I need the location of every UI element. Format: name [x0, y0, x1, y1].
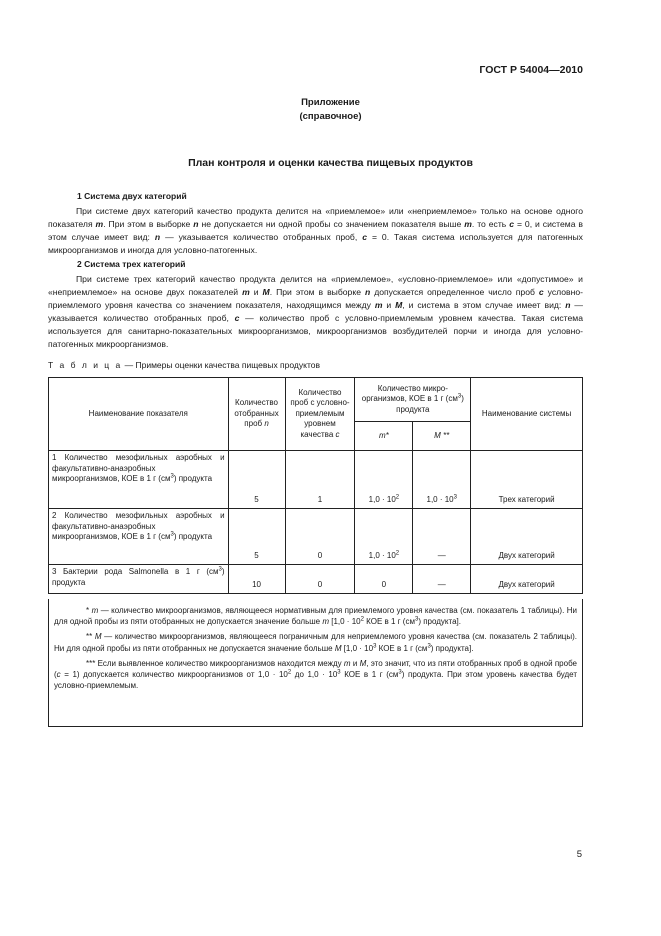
row-M-value: —	[413, 509, 471, 565]
row-M-value: $1,0 \cdot 10^3$	[413, 451, 471, 509]
table-row	[49, 451, 583, 509]
section-1-heading: 1 Система двух категорий	[77, 191, 187, 201]
page-title: План контроля и оценки качества пищевых продуктов	[188, 157, 473, 169]
quality-table	[48, 377, 583, 594]
header-indicator-name: Наименование показателя	[49, 378, 229, 451]
row-indicator: 2 Количество мезофильных аэробных и факультативно-анаэробных микроорганизмов, КОЕ в 1 г $(см^3)$ продукта	[49, 509, 229, 565]
row-system: Трех категорий	[471, 451, 583, 509]
row-system: Двух категорий	[471, 509, 583, 565]
row-m-value: $1,0 \cdot 10^2$	[355, 451, 413, 509]
table-row	[49, 509, 583, 565]
header-microorganisms: Количество микро-организмов, КОЕ в 1 г $(см^3)$ продукта	[355, 378, 471, 422]
annex-heading	[0, 96, 661, 124]
row-M-value: —	[413, 565, 471, 594]
header-system-name: Наименование системы	[471, 378, 583, 451]
row-m-value: 0	[355, 565, 413, 594]
header-M-column: M **	[413, 422, 471, 451]
header-conditional-samples: Количество проб с условно-приемлемым уровнем качества c	[285, 378, 355, 451]
footnote-M: ** M — количество микроорганизмов, являющееся пограничным для неприемлемого уровня качества (см. показатель 2 таблицы). Ни для одной пробы из пяти отобранных не допускается значение больше M [$1,0 \cdot 10^3$ КОЕ в 1 г $(см^3)$ продукта].	[54, 632, 578, 653]
row-indicator: 3 Бактерии рода Salmonella в 1 г $(см^3)$ продукта	[49, 565, 229, 594]
footnote-m: * m — количество микроорганизмов, являющееся нормативным для приемлемого уровня качества (см. показатель 1 таблицы). Ни для одной пробы из пяти отобранных не допускается значение больше m [$1,0 \cdot 10^2$ КОЕ в 1 г $(см^3)$ продукта].	[54, 606, 577, 627]
section-2-heading: 2 Система трех категорий	[77, 259, 186, 269]
row-samples: 5	[228, 509, 285, 565]
row-conditional: 1	[285, 451, 355, 509]
annex-type: (справочное)	[299, 111, 362, 122]
table-caption: Т а б л и ц а — Примеры оценки качества пищевых продуктов	[48, 360, 320, 370]
row-system: Двух категорий	[471, 565, 583, 594]
footnote-between: *** Если выявленное количество микроорганизмов находится между m и M, это значит, что из пяти отобранных проб в одной пробе (c = 1) допускается количество микроорганизмов от $1,0 \cdot 10^2$ до $1,0 \cdot 10^3$ КОЕ в 1 г $(см^3)$ продукта. При этом уровень качества будет условно-приемлемым.	[54, 658, 578, 691]
section-1-text: При системе двух категорий качество продукта делится на «приемлемое» или «неприемлемое» только на основе одного показателя m. При этом в выборке n не допускается ни одной пробы со значением показателя выше m. то есть c = 0, и система в этом случае имеет вид: n — указывается количество отобранных проб, c = 0. Такая система используется для патогенных микроорганизмов и иногда для условно-патогенных.	[48, 206, 583, 256]
row-conditional: 0	[285, 509, 355, 565]
annex-label: Приложение	[301, 97, 360, 108]
header-samples-count: Количество отобранных проб n	[228, 378, 285, 451]
section-2-text: При системе трех категорий качество продукта делится на «приемлемое», «условно-приемлемое» или «допустимое» и «неприемлемое» на основе двух показателей m и M. При этом в выборке n допускается определенное число проб c условно-приемлемого уровня качества со значением показателя, находящимся между m и M, и система в этом случае имеет вид: n — указывается количество отобранных проб, c — количество проб с условно-приемлемым уровнем качества. Такая система используется для санитарно-показательных микроорганизмов, микроорганизмов возбудителей порчи и иногда для условно-патогенных микроорганизмов.	[48, 274, 584, 350]
page-number: 5	[576, 849, 582, 860]
row-m-value: $1,0 \cdot 10^2$	[355, 509, 413, 565]
document-code: ГОСТ Р 54004—2010	[479, 64, 583, 76]
row-samples: 5	[228, 451, 285, 509]
row-samples: 10	[228, 565, 285, 594]
row-indicator: 1 Количество мезофильных аэробных и факультативно-анаэробных микроорганизмов, КОЕ в 1 г $(см^3)$ продукта	[49, 451, 229, 509]
row-conditional: 0	[285, 565, 355, 594]
table-row	[49, 565, 583, 594]
header-m-column: m*	[355, 422, 413, 451]
table-footnotes	[48, 599, 583, 727]
